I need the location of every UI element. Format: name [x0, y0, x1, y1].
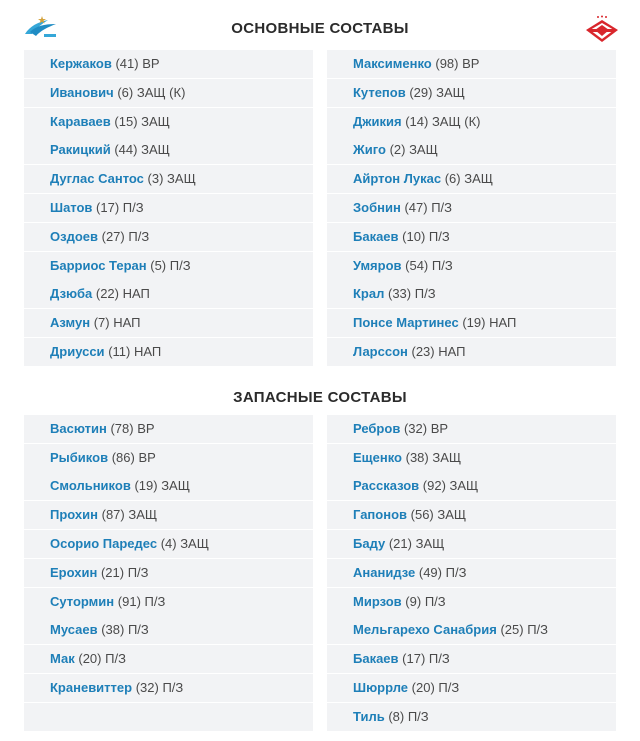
player-position: НАП: [122, 286, 150, 302]
player-name-link[interactable]: Бакаев: [353, 651, 399, 667]
player-position: ЗАЩ: [141, 142, 170, 158]
player-number: (92): [422, 478, 446, 494]
player-name-link[interactable]: Краневиттер: [50, 679, 133, 695]
player-row: [327, 559, 616, 587]
player-position: ЗАЩ: [167, 171, 196, 187]
player-position: ВР: [137, 420, 155, 436]
player-number: (23): [411, 343, 435, 359]
player-row: [24, 252, 313, 280]
player-number: (38): [405, 449, 429, 465]
header: [0, 0, 640, 50]
player-number: (17): [402, 651, 426, 667]
player-name-link[interactable]: Прохин: [50, 507, 98, 523]
player-name-link[interactable]: Понсе Мартинес: [353, 315, 459, 331]
player-name-link[interactable]: Васютин: [50, 420, 107, 436]
player-number: (32): [135, 679, 159, 695]
starters-title: ОСНОВНЫЕ СОСТАВЫ: [231, 20, 409, 37]
player-number: (78): [110, 420, 134, 436]
player-position: НАП: [113, 315, 141, 331]
player-name-link[interactable]: Ещенко: [353, 449, 402, 465]
player-number: (29): [409, 84, 433, 100]
player-name-link[interactable]: Дуглас Сантос: [50, 171, 144, 187]
player-row: [24, 588, 313, 616]
player-number: (21): [388, 535, 412, 551]
player-row: [327, 223, 616, 251]
player-number: (22): [95, 286, 119, 302]
player-number: (4): [160, 535, 177, 551]
player-row: [24, 280, 313, 308]
player-name-link[interactable]: Кержаков: [50, 56, 112, 71]
player-position: П/З: [438, 679, 460, 695]
player-name-link[interactable]: Мельгарехо Санабрия: [353, 622, 497, 638]
player-number: (27): [101, 228, 125, 244]
player-position: ЗАЩ: [432, 449, 462, 465]
player-position: П/З: [445, 564, 467, 580]
player-number: (14): [405, 113, 429, 129]
player-row: [24, 223, 313, 251]
player-position: П/З: [428, 228, 450, 244]
player-name-link[interactable]: Мак: [50, 651, 75, 667]
player-row: [327, 136, 616, 164]
player-name-link[interactable]: Джикия: [353, 113, 402, 129]
player-name-link[interactable]: Мусаев: [50, 622, 98, 638]
player-position: ЗАЩ (К): [431, 113, 481, 129]
player-position: П/З: [122, 199, 144, 215]
player-name-link[interactable]: Ракицкий: [50, 142, 111, 158]
player-row: [24, 50, 313, 78]
player-row: [327, 252, 616, 280]
player-row: [327, 616, 616, 644]
player-row: [24, 108, 313, 136]
player-name-link[interactable]: Шатов: [50, 199, 93, 215]
player-position: ЗАЩ: [449, 478, 479, 494]
player-row: [327, 501, 616, 529]
player-position: ЗАЩ: [437, 507, 467, 523]
player-name-link[interactable]: Ларссон: [353, 343, 408, 359]
player-name-link[interactable]: Жиго: [353, 142, 386, 158]
player-number: (47): [404, 199, 428, 215]
spartak-logo-icon: [584, 14, 620, 44]
player-row: [327, 674, 616, 702]
player-row: [24, 645, 313, 673]
player-position: ЗАЩ: [409, 142, 438, 158]
player-name-link[interactable]: Оздоев: [50, 228, 98, 244]
player-position: П/З: [414, 286, 436, 302]
player-name-link[interactable]: Дриусси: [50, 343, 105, 359]
player-name-link[interactable]: Азмун: [50, 315, 91, 331]
player-name-link[interactable]: Рыбиков: [50, 449, 109, 465]
player-row: [327, 645, 616, 673]
player-row: [327, 309, 616, 337]
zenit-logo-icon: [22, 14, 62, 40]
player-name-link[interactable]: Смольников: [50, 478, 131, 494]
player-position: П/З: [127, 622, 149, 638]
player-row: [24, 616, 313, 644]
player-name-link[interactable]: Кутепов: [353, 84, 406, 100]
player-row: [327, 703, 616, 731]
subs-right-column: [327, 415, 616, 732]
player-row: [327, 472, 616, 500]
player-number: (8): [388, 708, 405, 724]
player-row: [24, 136, 313, 164]
player-row: [24, 309, 313, 337]
player-position: ЗАЩ: [415, 535, 445, 551]
player-name-link[interactable]: Крал: [353, 286, 385, 302]
player-number: (2): [389, 142, 406, 158]
player-position: ЗАЩ: [161, 478, 190, 494]
player-row: [24, 338, 313, 366]
player-name-link[interactable]: Максименко: [353, 56, 432, 71]
player-name-link[interactable]: Гапонов: [353, 507, 408, 523]
player-name-link[interactable]: Зобнин: [353, 199, 401, 215]
player-number: (10): [402, 228, 426, 244]
starters-grid: [24, 50, 616, 367]
player-position: П/З: [431, 199, 452, 215]
player-position: П/З: [527, 622, 549, 638]
player-row: [24, 703, 313, 731]
player-position: П/З: [144, 593, 166, 609]
player-name-link[interactable]: Шюррле: [353, 679, 409, 695]
player-row: [24, 79, 313, 107]
player-position: НАП: [489, 315, 517, 331]
player-name-link[interactable]: Тиль: [353, 708, 385, 724]
player-position: НАП: [438, 343, 466, 359]
player-position: ЗАЩ: [436, 84, 465, 100]
player-row: [24, 559, 313, 587]
subs-grid: [24, 415, 616, 732]
player-position: НАП: [133, 343, 162, 359]
player-number: (19): [134, 478, 158, 494]
player-number: (20): [78, 651, 102, 667]
player-row: [327, 79, 616, 107]
player-name-link[interactable]: Осорио Паредес: [50, 535, 158, 551]
player-number: (11): [108, 343, 131, 359]
player-name-link[interactable]: Дзюба: [50, 286, 93, 302]
player-name-link[interactable]: Барриос Теран: [50, 257, 147, 273]
player-position: П/З: [169, 257, 191, 273]
player-number: (56): [410, 507, 434, 523]
player-row: [24, 472, 313, 500]
player-position: ВР: [430, 420, 449, 436]
player-name-link[interactable]: Рассказов: [353, 478, 420, 494]
player-number: (32): [403, 420, 428, 436]
player-row: [24, 415, 313, 443]
player-position: ЗАЩ: [180, 535, 209, 551]
player-number: (19): [462, 315, 486, 331]
player-number: (5): [150, 257, 167, 273]
starters-right-column: [327, 50, 616, 367]
starters-left-column: [24, 50, 313, 367]
player-number: (6): [117, 84, 134, 100]
player-position: П/З: [428, 651, 450, 667]
player-row: [24, 194, 313, 222]
subs-title: ЗАПАСНЫЕ СОСТАВЫ: [233, 388, 407, 406]
player-position: ЗАЩ: [141, 113, 170, 129]
player-row: [24, 530, 313, 558]
player-row: [24, 674, 313, 702]
player-number: (6): [444, 171, 461, 187]
player-position: ВР: [462, 56, 480, 71]
player-position: П/З: [128, 228, 150, 244]
player-number: (20): [411, 679, 435, 695]
player-number: (3): [147, 171, 164, 187]
player-row: [24, 444, 313, 472]
player-number: (86): [111, 449, 135, 465]
player-position: П/З: [127, 564, 149, 580]
player-row: [24, 165, 313, 193]
player-position: ЗАЩ: [464, 171, 493, 187]
player-position: П/З: [407, 708, 429, 724]
player-number: (25): [500, 622, 524, 638]
player-row: [327, 280, 616, 308]
player-number: (17): [96, 199, 120, 215]
player-name-link[interactable]: Караваев: [50, 113, 111, 129]
player-number: (41): [115, 56, 139, 71]
player-row: [327, 415, 616, 443]
player-number: (98): [435, 56, 459, 71]
player-position: П/З: [424, 593, 446, 609]
player-row: [327, 165, 616, 193]
player-row: [24, 501, 313, 529]
player-row: [327, 50, 616, 78]
player-number: (33): [388, 286, 412, 302]
player-number: (44): [114, 142, 138, 158]
player-number: (38): [101, 622, 125, 638]
player-name-link[interactable]: Бакаев: [353, 228, 399, 244]
player-number: (15): [114, 113, 138, 129]
player-number: (54): [405, 257, 429, 273]
subs-left-column: [24, 415, 313, 732]
player-name-link[interactable]: Айртон Лукас: [353, 171, 442, 187]
player-name-link[interactable]: Умяров: [353, 257, 402, 273]
player-row: [327, 194, 616, 222]
player-position: П/З: [105, 651, 126, 667]
player-name-link[interactable]: Ерохин: [50, 564, 98, 580]
player-position: ЗАЩ (К): [136, 84, 186, 100]
player-position: ЗАЩ: [128, 507, 158, 523]
player-number: (87): [101, 507, 125, 523]
player-number: (91): [117, 593, 141, 609]
player-position: ВР: [142, 56, 160, 71]
player-name-link[interactable]: Иванович: [50, 84, 114, 100]
player-name-link[interactable]: Мирзов: [353, 593, 402, 609]
player-name-link[interactable]: Сутормин: [50, 593, 115, 609]
player-number: (49): [418, 564, 442, 580]
player-row: [327, 444, 616, 472]
player-position: П/З: [162, 679, 184, 695]
player-row: [327, 338, 616, 366]
player-row: [327, 530, 616, 558]
player-number: (9): [405, 593, 422, 609]
player-name-link[interactable]: Баду: [353, 535, 386, 551]
player-name-link[interactable]: Ананидзе: [353, 564, 416, 580]
player-position: П/З: [431, 257, 453, 273]
player-name-link[interactable]: Ребров: [353, 420, 401, 436]
player-position: ВР: [138, 449, 156, 465]
player-row: [327, 108, 616, 136]
player-number: (21): [100, 564, 125, 580]
player-row: [327, 588, 616, 616]
player-number: (7): [93, 315, 110, 331]
